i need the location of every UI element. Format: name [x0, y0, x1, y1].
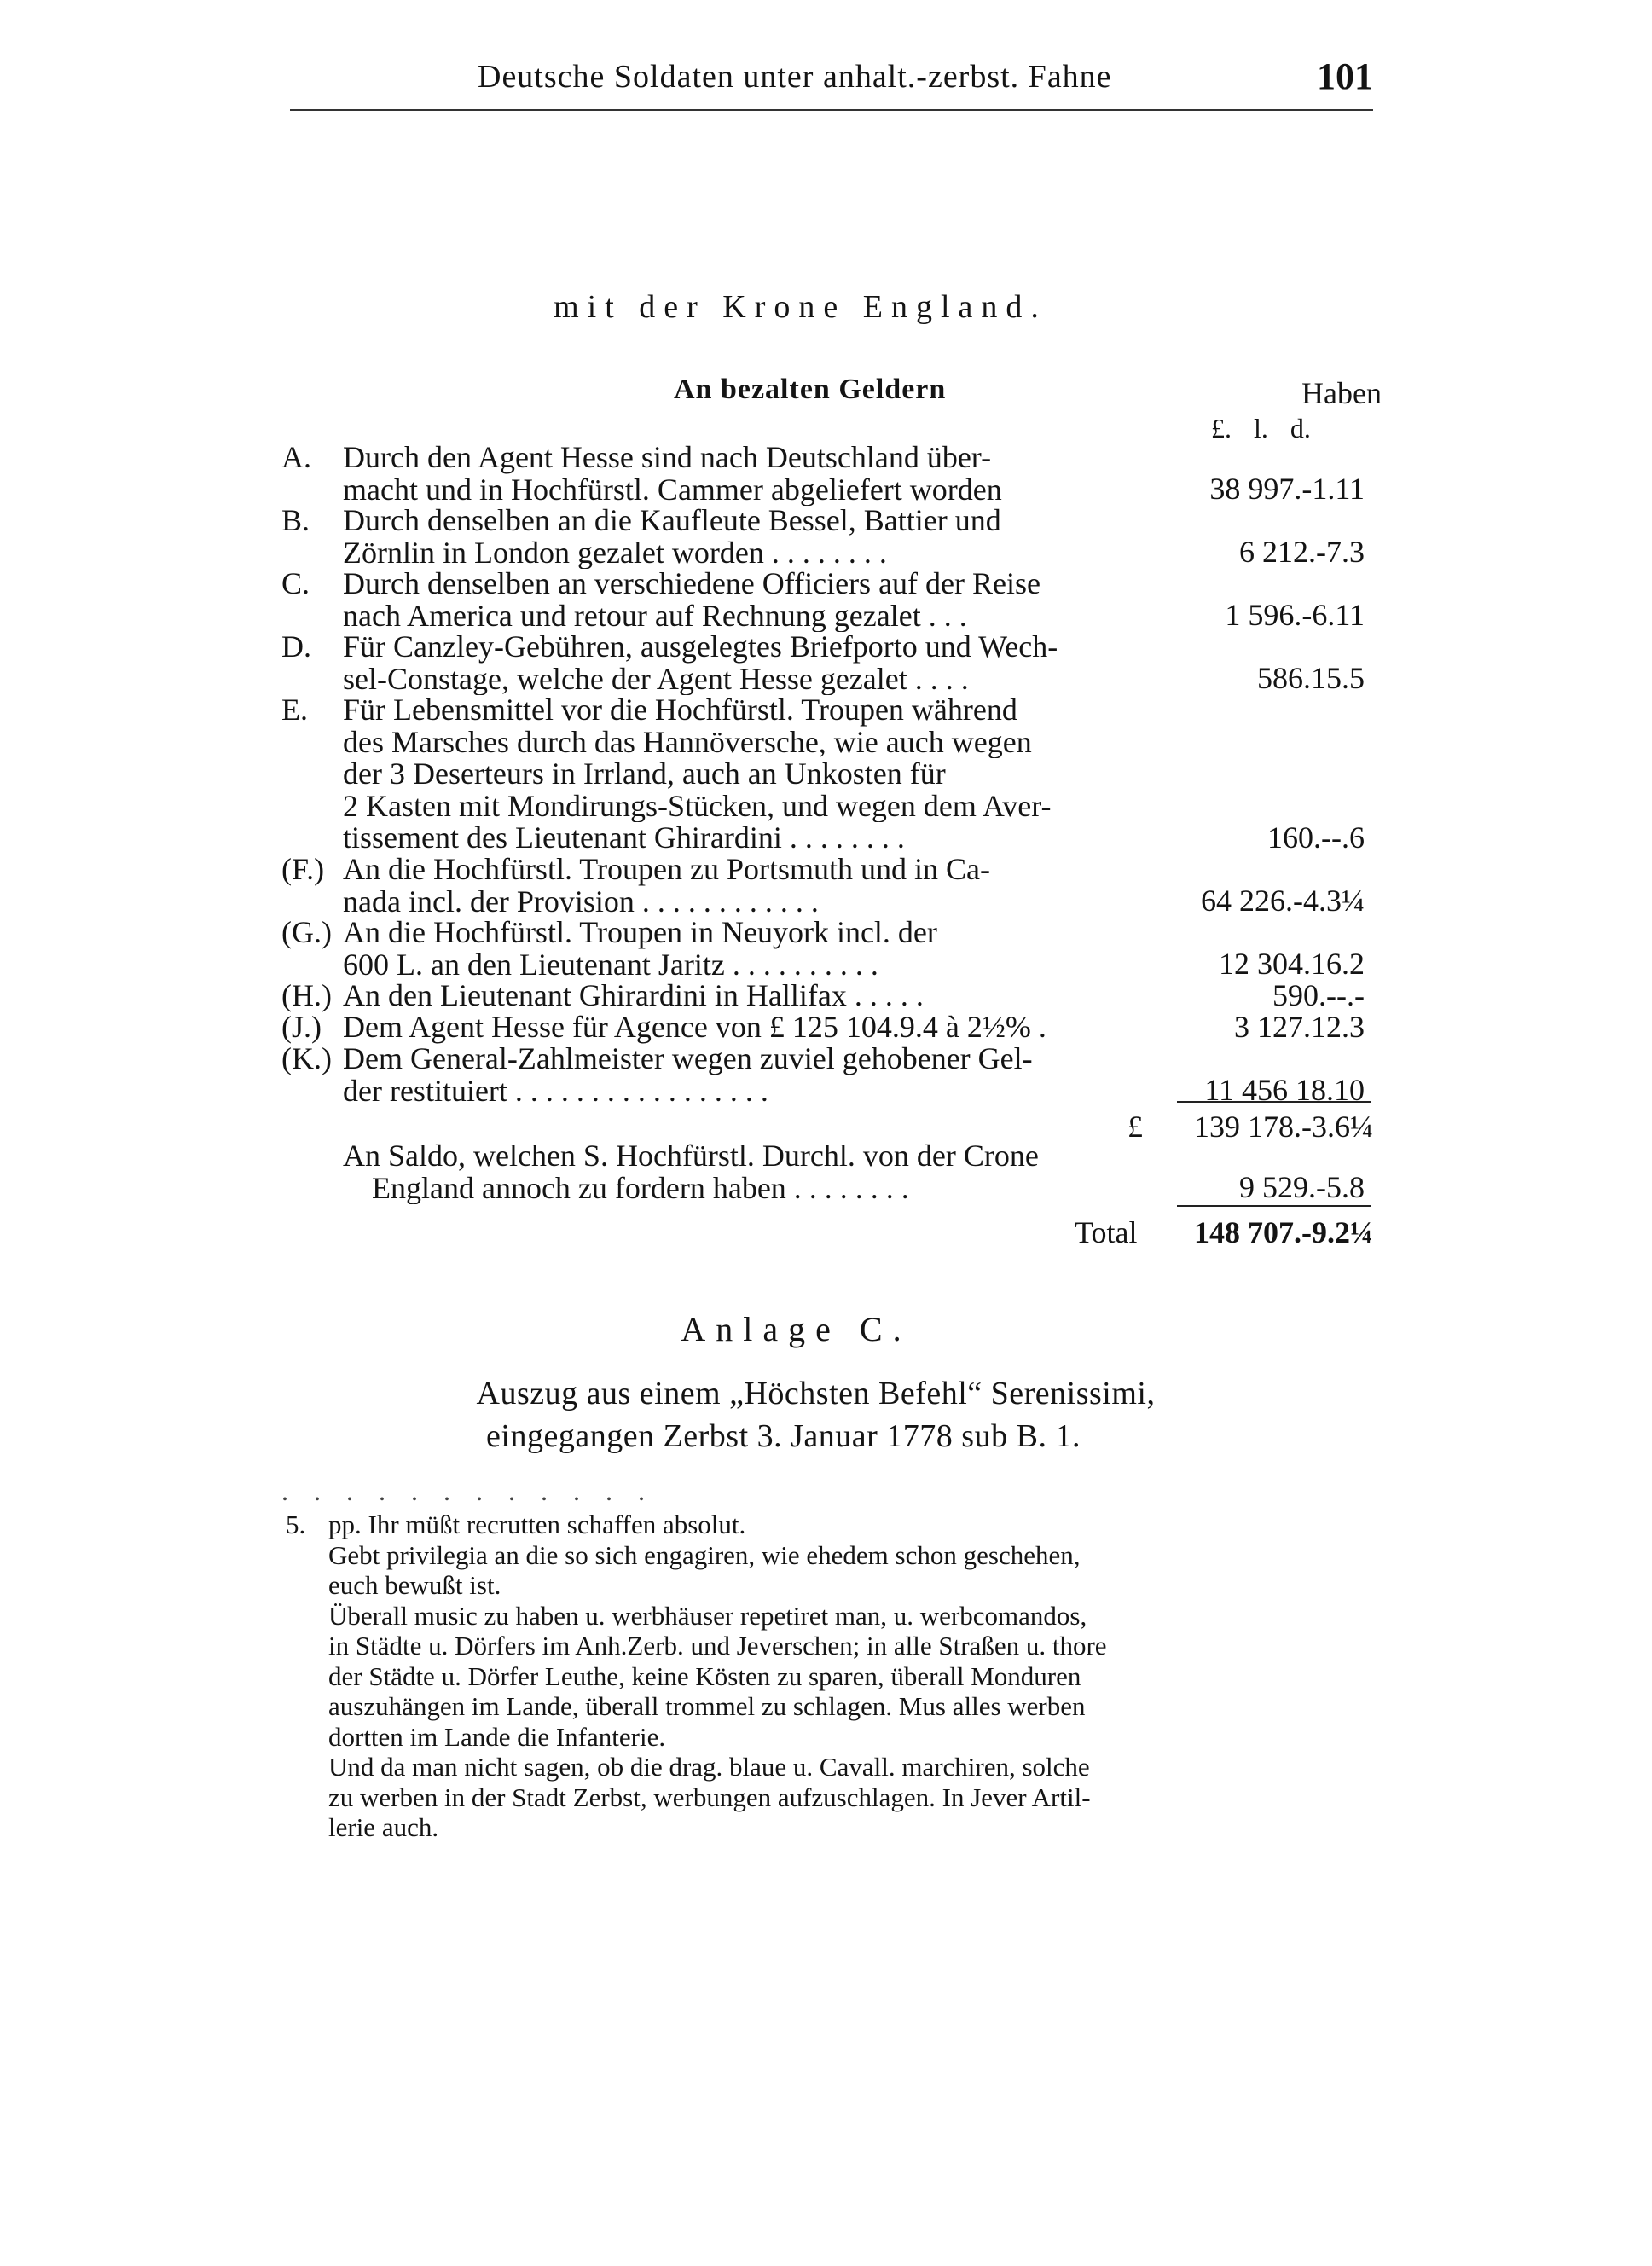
entry-line: 600 L. an den Lieutenant Jaritz . . . . . . . . . . [343, 948, 878, 981]
entry-line: des Marsches durch das Hannöversche, wie auch wegen [343, 726, 1032, 758]
unit-pound: £. [1211, 413, 1232, 443]
excerpt-line: auszuhängen im Lande, überall trommel zu schlagen. Mus alles werben [328, 1691, 1086, 1721]
entry-line: An den Lieutenant Ghirardini in Hallifax . . . . . [343, 980, 924, 1012]
entry-key: D. [281, 629, 311, 664]
item-number: 5. [286, 1510, 306, 1539]
excerpt-line: Gebt privilegia an die so sich engagiren, wie ehedem schon geschehen, [328, 1539, 1081, 1570]
excerpt-line: euch bewußt ist. [328, 1570, 501, 1600]
total-label: Total [1075, 1215, 1138, 1249]
saldo-line: England annoch zu fordern haben . . . . . . . . [372, 1172, 909, 1204]
excerpt-line: pp. Ihr müßt recrutten schaffen absolut. [328, 1510, 746, 1539]
entry-line: Durch denselben an verschiedene Officiers auf der Reise [343, 568, 1040, 600]
entry-amount: 11 456 18.10 [1204, 1073, 1365, 1107]
entry-line: nach America und retour auf Rechnung gezalet . . . [343, 600, 967, 632]
ledger-section-title: An bezalten Geldern [674, 374, 947, 405]
entry-key: (K.) [281, 1041, 332, 1075]
total-rule [1177, 1205, 1371, 1207]
entry-text [343, 505, 1179, 569]
entry-amount: 1 596.-6.11 [1225, 598, 1365, 632]
subtotal-rule [1177, 1101, 1371, 1103]
entry-text [343, 1043, 1179, 1107]
saldo-amount: 9 529.-5.8 [1239, 1170, 1365, 1204]
excerpt-line: in Städte u. Dörfers im Anh.Zerb. und Jeverschen; in alle Straßen u. thore [328, 1631, 1107, 1660]
entry-line: 2 Kasten mit Mondirungs-Stücken, und wegen dem Aver- [343, 790, 1052, 822]
entry-text [343, 631, 1179, 695]
total-amount: 148 707.-9.2¼ [1194, 1215, 1373, 1249]
entry-line: macht und in Hochfürstl. Cammer abgeliefert worden [343, 473, 1002, 506]
entry-key: A. [281, 440, 311, 474]
excerpt-line: lerie auch. [328, 1812, 439, 1842]
entry-line: sel-Constage, welche der Agent Hesse gezalet . . . . [343, 663, 969, 695]
entry-line: Zörnlin in London gezalet worden . . . . . . . . [343, 536, 887, 569]
entry-key: (H.) [281, 978, 332, 1012]
unit-shilling: l. [1254, 413, 1268, 443]
entry-line: nada incl. der Provision . . . . . . . . . . . . [343, 885, 819, 918]
unit-pence: d. [1290, 413, 1311, 443]
omission-dots: . . . . . . . . . . . . [281, 1475, 654, 1506]
entry-key: B. [281, 503, 310, 537]
excerpt-line: der Städte u. Dörfer Leuthe, keine Kösten zu sparen, überall Monduren [328, 1660, 1081, 1691]
entry-key: E. [281, 693, 308, 727]
entry-key: C. [281, 566, 310, 600]
entry-text [343, 1011, 1179, 1044]
entry-amount: 6 212.-7.3 [1239, 535, 1365, 569]
entry-key: (J.) [281, 1010, 322, 1044]
page-number: 101 [1317, 55, 1373, 97]
entry-amount: 160.--.6 [1267, 820, 1365, 855]
excerpt-title-line: Auszug aus einem „Höchsten Befehl“ Serenissimi, [476, 1376, 1156, 1411]
excerpt-title-line: eingegangen Zerbst 3. Januar 1778 sub B. 1. [486, 1418, 1081, 1454]
entry-text [343, 694, 1179, 855]
entry-amount: 3 127.12.3 [1234, 1010, 1365, 1044]
excerpt-line: Und da man nicht sagen, ob die drag. blaue u. Cavall. marchiren, solche [328, 1752, 1090, 1782]
running-head [290, 55, 1373, 109]
entry-text [343, 442, 1179, 506]
excerpt-lines [328, 1510, 1386, 1843]
excerpt-line: dortten im Lande die Infanterie. [328, 1721, 666, 1752]
entry-amount: 590.--.- [1272, 978, 1365, 1012]
entry-text [343, 854, 1179, 918]
entry-key: (G.) [281, 915, 332, 949]
entry-line: An die Hochfürstl. Troupen zu Portsmuth und in Ca- [343, 854, 990, 886]
entry-amount: 586.15.5 [1257, 661, 1365, 695]
appendix-heading: Anlage C. [681, 1310, 912, 1348]
excerpt-line: zu werben in der Stadt Zerbst, werbungen aufzuschlagen. In Jever Artil- [328, 1782, 1091, 1812]
entry-line: An die Hochfürstl. Troupen in Neuyork incl. der [343, 917, 937, 949]
entry-line: Dem Agent Hesse für Agence von £ 125 104.9.4 à 2½% . [343, 1011, 1046, 1044]
ledger-column-title: Haben [1301, 376, 1382, 410]
entry-amount: 38 997.-1.11 [1209, 472, 1365, 506]
subtotal-symbol: £ [1127, 1110, 1143, 1144]
entry-line: Durch den Agent Hesse sind nach Deutschland über- [343, 442, 992, 474]
entry-line: Dem General-Zahlmeister wegen zuviel gehobener Gel- [343, 1043, 1033, 1075]
entry-line: Für Canzley-Gebühren, ausgelegtes Briefporto und Wech- [343, 631, 1058, 664]
subtotal-amount: 139 178.-3.6¼ [1194, 1110, 1373, 1144]
entry-text [343, 917, 1179, 981]
excerpt-line: Überall music zu haben u. werbhäuser repetiret man, u. werbcomandos, [328, 1600, 1087, 1631]
section-heading: mit der Krone England. [554, 289, 1047, 325]
running-head-title: Deutsche Soldaten unter anhalt.-zerbst. Fahne [478, 59, 1112, 95]
entry-amount: 12 304.16.2 [1219, 947, 1365, 981]
entry-line: Für Lebensmittel vor die Hochfürstl. Troupen während [343, 694, 1017, 727]
saldo-text [343, 1140, 1179, 1204]
entry-amount: 64 226.-4.3¼ [1201, 884, 1365, 918]
entry-line: der 3 Deserteurs in Irrland, auch an Unkosten für [343, 758, 946, 791]
entry-text [343, 980, 1179, 1012]
entry-line: Durch denselben an die Kaufleute Bessel, Battier und [343, 505, 1001, 537]
saldo-line: An Saldo, welchen S. Hochfürstl. Durchl. von der Crone [343, 1140, 1039, 1173]
entry-key: (F.) [281, 852, 325, 886]
header-rule [290, 109, 1373, 111]
entry-text [343, 568, 1179, 632]
entry-line: tissement des Lieutenant Ghirardini . . . . . . . . [343, 822, 905, 855]
entry-line: der restituiert . . . . . . . . . . . . . . . . . [343, 1075, 768, 1107]
currency-units [1211, 413, 1333, 444]
